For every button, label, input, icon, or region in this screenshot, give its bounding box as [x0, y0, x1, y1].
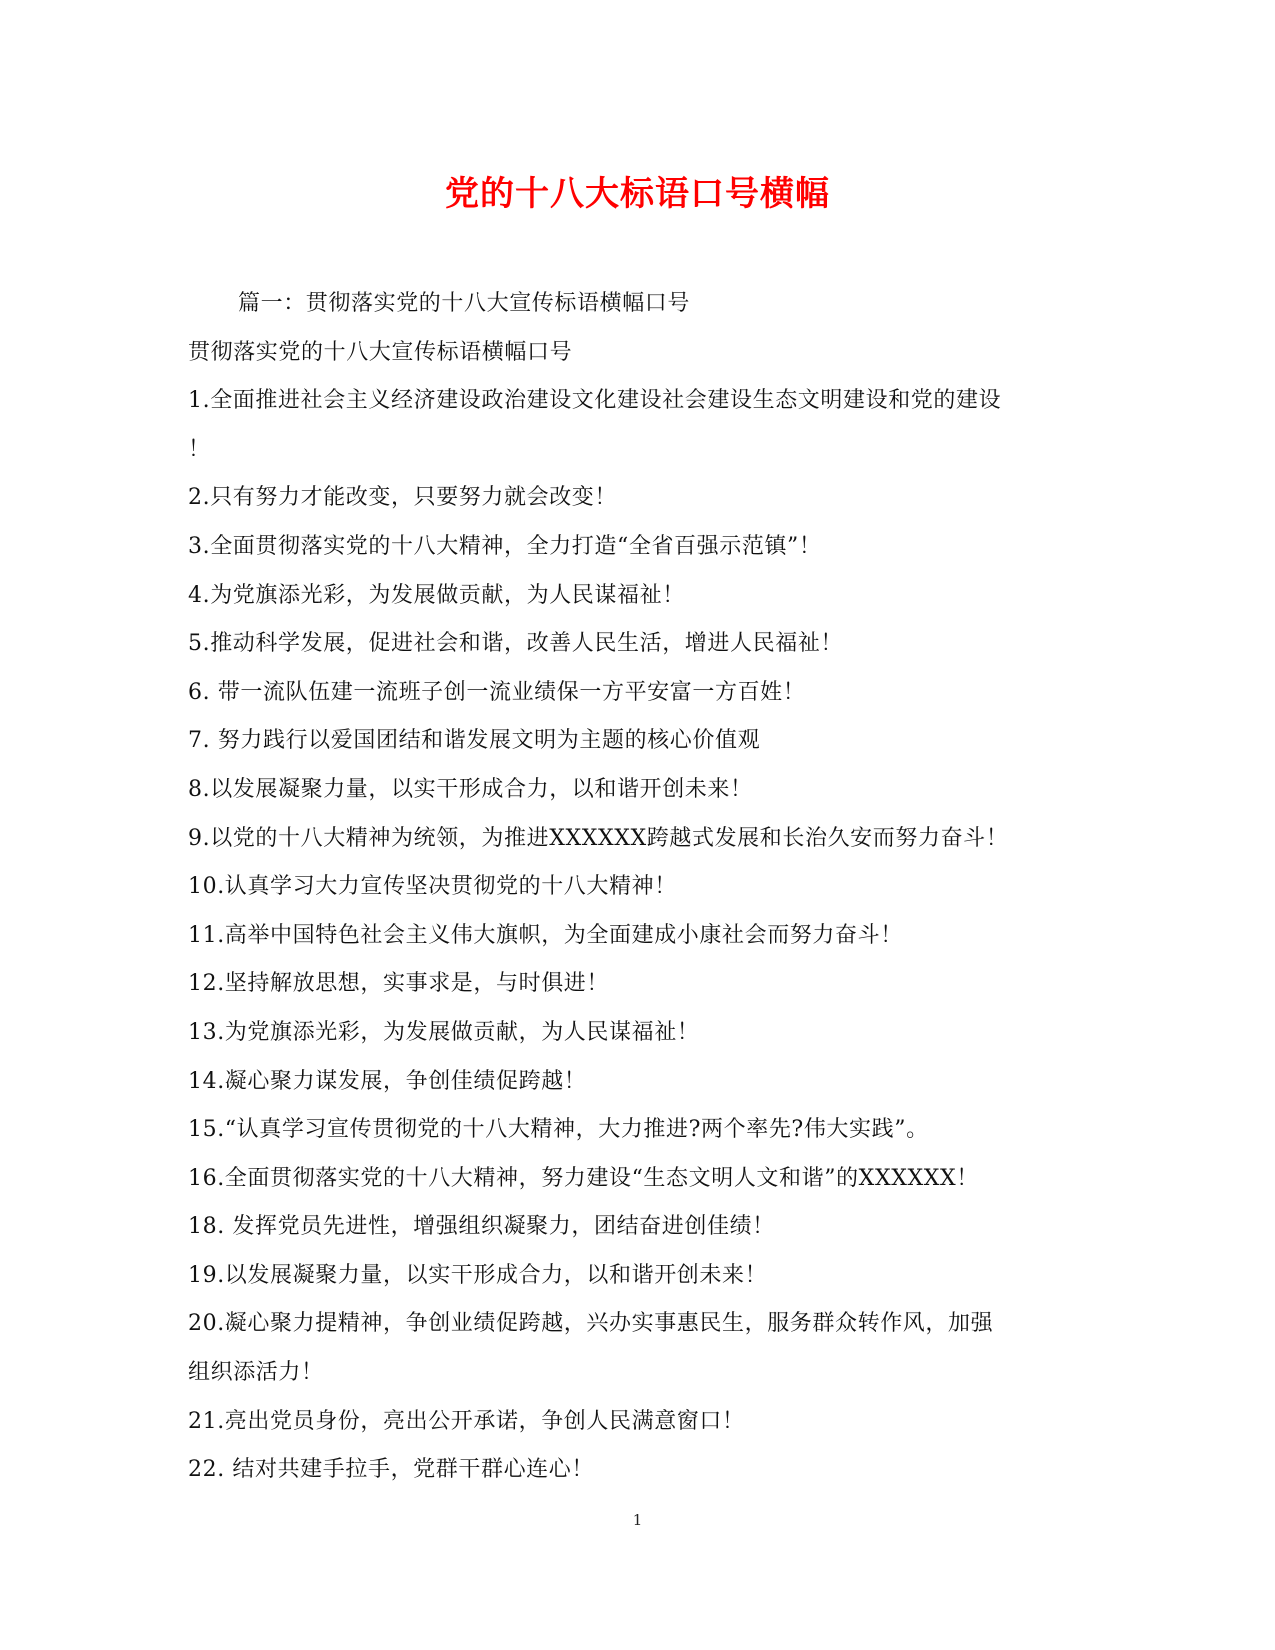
- slogan-line-3: 3.全面贯彻落实党的十八大精神，全力打造“全省百强示范镇”！: [188, 533, 822, 559]
- slogan-line-6: 6. 带一流队伍建一流班子创一流业绩保一方平安富一方百姓！: [188, 679, 806, 705]
- slogan-line-12: 12.坚持解放思想，实事求是，与时俱进！: [188, 971, 609, 997]
- slogan-line-16: 16.全面贯彻落实党的十八大精神，努力建设“生态文明人文和谐”的XXXXXX！: [188, 1165, 979, 1191]
- slogan-line-18: 18. 发挥党员先进性，增强组织凝聚力，团结奋进创佳绩！: [188, 1214, 775, 1240]
- slogan-line-14: 14.凝心聚力谋发展，争创佳绩促跨越！: [188, 1068, 587, 1094]
- slogan-line-1: 1.全面推进社会主义经济建设政治建设文化建设社会建设生态文明建设和党的建设: [188, 388, 1002, 414]
- slogan-line-11: 11.高举中国特色社会主义伟大旗帜，为全面建成小康社会而努力奋斗！: [188, 922, 903, 948]
- slogan-line-20: 20.凝心聚力提精神，争创业绩促跨越，兴办实事惠民生，服务群众转作风，加强: [188, 1311, 994, 1337]
- document-title: 党的十八大标语口号横幅: [445, 174, 830, 214]
- slogan-line-19: 19.以发展凝聚力量，以实干形成合力，以和谐开创未来！: [188, 1262, 768, 1288]
- slogan-line-5: 5.推动科学发展，促进社会和谐，改善人民生活，增进人民福祉！: [188, 631, 843, 657]
- slogan-line-9: 9.以党的十八大精神为统领，为推进XXXXXX跨越式发展和长治久安而努力奋斗！: [188, 825, 1009, 851]
- slogan-line-1-continued: ！: [188, 436, 211, 462]
- slogan-line-13: 13.为党旗添光彩，为发展做贡献，为人民谋福祉！: [188, 1019, 700, 1045]
- section-heading: 篇一：贯彻落实党的十八大宣传标语横幅口号: [238, 291, 691, 316]
- document-body: [188, 280, 1088, 1495]
- subheading: 贯彻落实党的十八大宣传标语横幅口号: [188, 339, 573, 365]
- slogan-line-21: 21.亮出党员身份，亮出公开承诺，争创人民满意窗口！: [188, 1408, 745, 1434]
- slogan-line-8: 8.以发展凝聚力量，以实干形成合力，以和谐开创未来！: [188, 776, 753, 802]
- slogan-line-15: 15.“认真学习宣传贯彻党的十八大精神，大力推进?两个率先?伟大实践”。: [188, 1117, 929, 1143]
- slogan-line-7: 7. 努力践行以爱国团结和谐发展文明为主题的核心价值观: [188, 728, 761, 754]
- page-number: 1: [632, 1511, 643, 1529]
- slogan-line-20-continued: 组织添活力！: [188, 1360, 324, 1386]
- slogan-line-10: 10.认真学习大力宣传坚决贯彻党的十八大精神！: [188, 874, 677, 900]
- slogan-line-4: 4.为党旗添光彩，为发展做贡献，为人民谋福祉！: [188, 582, 685, 608]
- slogan-line-22: 22. 结对共建手拉手，党群干群心连心！: [188, 1457, 594, 1483]
- slogan-line-2: 2.只有努力才能改变，只要努力就会改变！: [188, 485, 617, 511]
